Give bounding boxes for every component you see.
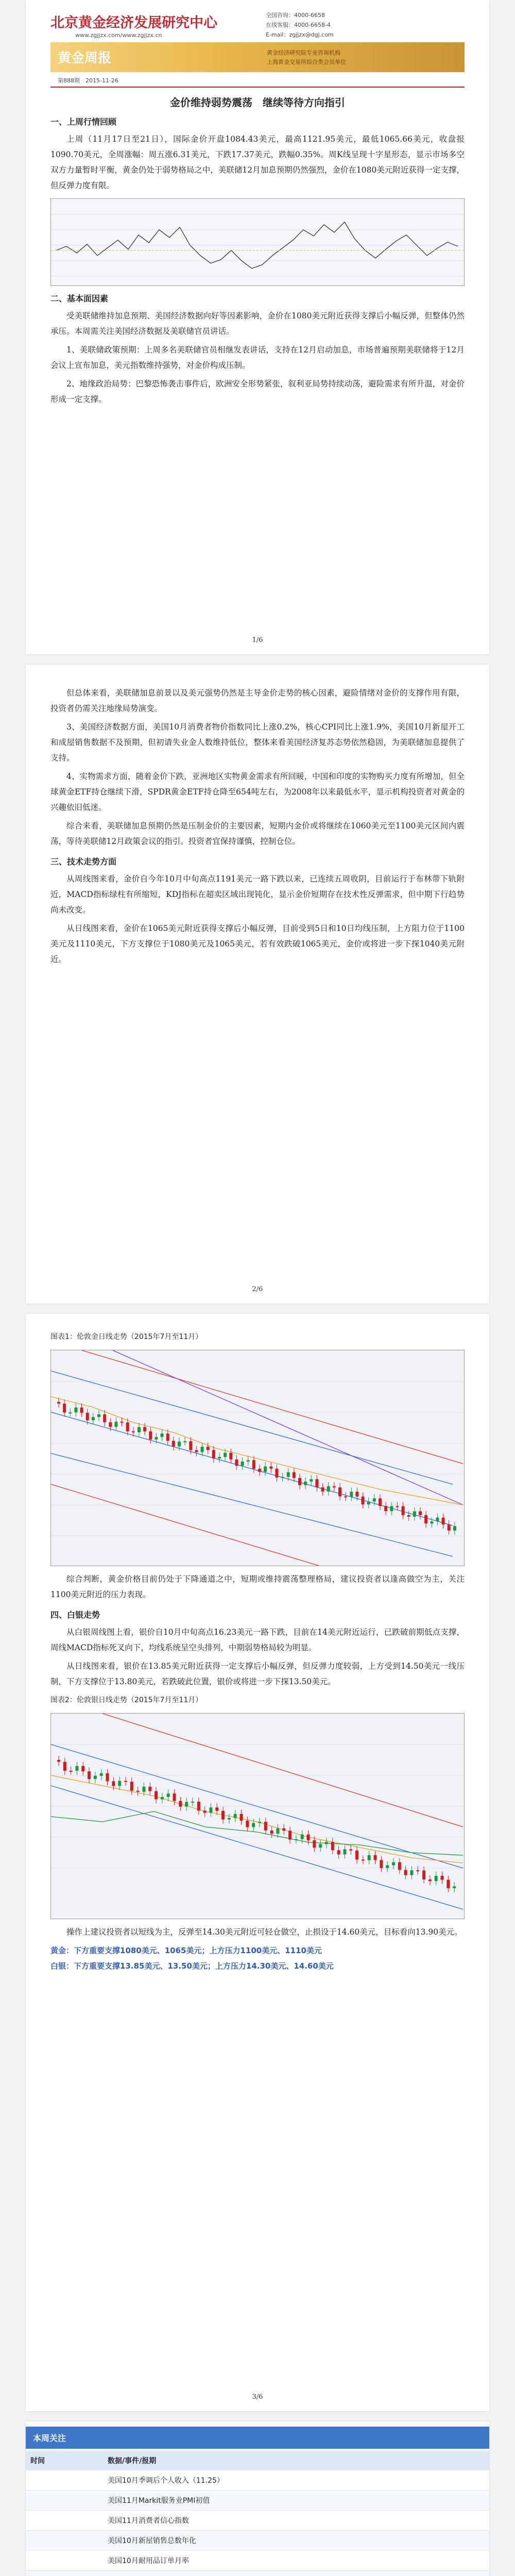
candle-body (63, 1403, 66, 1412)
page-number: 2/6 (252, 1285, 263, 1293)
candle-body (97, 1414, 100, 1417)
candle-body (453, 1886, 456, 1888)
calendar-time (26, 2571, 103, 2576)
gold-daily-chart-svg (51, 1350, 464, 1566)
candle-body (310, 1479, 313, 1481)
candle-body (172, 1441, 175, 1447)
calendar-time (26, 2470, 103, 2490)
candle-body (70, 1771, 73, 1772)
weekly-gold-chart (50, 198, 465, 286)
col-time: 时间 (30, 2457, 45, 2465)
candle-body (258, 1822, 261, 1823)
candle-body (288, 1831, 291, 1839)
candle-body (319, 1844, 322, 1848)
candle-body (57, 1760, 60, 1762)
candle-body (183, 1441, 186, 1442)
candle-body (92, 1417, 95, 1420)
candle-body (57, 1402, 60, 1403)
silver-daily-chart (50, 1713, 465, 1919)
gold-reference-levels: 黄金：下方重要支撑1080美元、1065美元；上方压力1100美元、1110美元 (50, 1946, 322, 1955)
paragraph: 上周（11月17日至21日），国际金价开盘1084.43美元，最高1121.95美元，最低1065.66美元，收盘报1090.70美元，全周涨幅：周五涨6.31美元，下跌17.37美元，跌幅0.35%。周K线呈现十字星形态，显示市场多空双方力量暂时平衡，黄金仍处于弱势格局之中，美联储12月加息预期仍然强烈，金价在1080美元附近获得一定支撑，但反弹力度有限。 (50, 134, 465, 190)
calendar-time (26, 2511, 103, 2531)
candle-body (384, 1506, 387, 1511)
candle-body (209, 1807, 212, 1812)
candle-body (264, 1822, 267, 1831)
page-number: 1/6 (252, 636, 263, 644)
candle-body (331, 1842, 334, 1850)
candle-body (407, 1515, 410, 1517)
candle-body (81, 1766, 84, 1772)
paragraph: 从日线图来看，金价在1065美元附近获得支撑后小幅反弹，目前受到5日和10日均线压制，上方阻力位于1100美元及1110美元，下方支撑位于1080美元及1065美元，若有效跌破1065美元，金价或将进一步下探1040美元附近。 (50, 924, 465, 964)
candle-body (436, 1518, 439, 1522)
journal-name: 黄金周报 (58, 50, 112, 66)
contact-line: 全国咨询：4000-6658 (266, 12, 325, 19)
candle-body (435, 1876, 438, 1881)
candle-body (218, 1457, 221, 1459)
candle-body (448, 1524, 451, 1531)
candle-body (386, 1865, 389, 1868)
issue-info: 第888期 2015-11-26 (58, 77, 118, 84)
candle-body (424, 1515, 427, 1523)
candle-body (179, 1801, 182, 1807)
calendar-event: 美国11月消费者信心指数 (103, 2511, 489, 2531)
candle-body (295, 1839, 298, 1840)
calendar-row (26, 2531, 489, 2551)
candle-body (86, 1413, 89, 1420)
paragraph: 综合来看，美联储加息预期仍然是压制金价的主要因素，短期内金价或将继续在1060美元至1100美元区间内震荡，等待美联储12月政策会议的指引。投资者宜保持谨慎，控制仓位。 (50, 821, 465, 846)
candle-body (344, 1496, 347, 1497)
candle-body (138, 1427, 141, 1432)
calendar-rows (26, 2470, 489, 2576)
page-4 (26, 2421, 489, 2576)
candle-body (106, 1773, 109, 1782)
paragraph: 受美联储维持加息预期、美国经济数据向好等因素影响，金价在1080美元附近获得支撑后小幅反弹，但整体仍然承压。本周需关注美国经济数据及美联储官员讲话。 (50, 311, 465, 336)
candle-body (161, 1797, 164, 1800)
slogan (267, 48, 346, 67)
calendar-row (26, 2551, 489, 2571)
candle-body (148, 1787, 151, 1791)
paragraph: 从白银周线图上看，银价自10月中旬高点16.23美元一路下跌，目前在14美元附近运行，已跌破前期低点支撑，周线MACD指标死叉向下，均线系统呈空头排列，中期弱势格局较为明显。 (50, 1628, 465, 1652)
candle-body (149, 1431, 152, 1439)
candle-body (118, 1781, 121, 1786)
candle-body (234, 1814, 237, 1818)
section-heading: 一、上周行情回顾 (50, 117, 117, 127)
candle-body (269, 1466, 272, 1468)
candle-body (197, 1802, 200, 1810)
candle-body (367, 1501, 370, 1504)
calendar-event: 美国11月Markit服务业PMI初值 (103, 2490, 489, 2511)
calendar-time (26, 2490, 103, 2511)
candle-body (315, 1479, 318, 1487)
candle-body (246, 1821, 249, 1827)
candle-body (136, 1791, 140, 1792)
calendar-title: 本周关注 (26, 2427, 489, 2449)
candle-body (419, 1511, 422, 1515)
candle-body (252, 1460, 255, 1469)
candle-body (80, 1408, 83, 1413)
candle-body (191, 1802, 194, 1803)
candle-body (126, 1422, 129, 1431)
paragraph: 3、美国经济数据方面，美国10月消费者物价指数同比上涨0.2%，核心CPI同比上涨1.9%，美国10月新屋开工和成屋销售数据不及预期，但初请失业金人数维持低位，整体来看美国经济复苏态势依然稳固，为美联储加息提供了支持。 (50, 722, 465, 762)
weekly-gold-chart-svg (51, 199, 464, 285)
candle-body (185, 1802, 188, 1807)
paragraph: 综合判断，黄金价格目前仍处于下降通道之中，短期或维持震荡整理格局，建议投资者以逢高做空为主，关注1100美元附近的压力表现。 (50, 1574, 465, 1599)
calendar-row (26, 2511, 489, 2531)
candle-body (307, 1835, 310, 1840)
page-3 (26, 1314, 489, 2411)
calendar-row (26, 2571, 489, 2576)
candle-body (413, 1511, 416, 1516)
slogan-line: 黄金经济研究院专业咨询机构 (267, 49, 340, 56)
page-2 (26, 665, 489, 1303)
candle-body (441, 1876, 444, 1880)
candle-body (430, 1521, 433, 1523)
candle-body (207, 1447, 210, 1450)
candle-body (130, 1782, 133, 1791)
slogan-line: 上海黄金交易所综合类会员单位 (267, 59, 346, 65)
candle-body (350, 1492, 353, 1497)
silver-reference-levels: 白银：下方重要支撑13.85美元、13.50美元；上方压力14.30美元、14.60美元 (50, 1961, 334, 1971)
candle-body (287, 1472, 290, 1477)
candle-body (100, 1773, 103, 1776)
candle-body (270, 1831, 273, 1834)
contact-block (266, 10, 334, 40)
candle-body (235, 1460, 238, 1466)
org-name: 北京黄金经济发展研究中心 (50, 15, 217, 31)
candle-body (355, 1492, 358, 1496)
paragraph: 操作上建议投资者以短线为主，反弹至14.30美元附近可轻仓做空，止损设于14.60美元，目标看向13.90美元。 (66, 1927, 462, 1937)
candle-body (374, 1855, 377, 1860)
candle-body (103, 1414, 106, 1422)
candle-body (240, 1814, 243, 1821)
candle-body (154, 1437, 158, 1439)
candle-body (112, 1781, 115, 1786)
candle-body (390, 1506, 393, 1511)
candle-body (201, 1447, 204, 1452)
candle-body (88, 1771, 91, 1779)
gold-band (50, 42, 465, 72)
candle-body (264, 1466, 267, 1472)
silver-daily-chart-svg (51, 1714, 464, 1919)
calendar-time (26, 2551, 103, 2571)
candle-body (368, 1855, 371, 1860)
calendar-event (103, 2571, 489, 2576)
candle-body (404, 1870, 407, 1875)
candle-body (94, 1776, 97, 1779)
candle-body (422, 1871, 425, 1880)
candle-body (74, 1408, 77, 1413)
candle-body (343, 1849, 346, 1854)
candle-body (402, 1506, 405, 1515)
candle-body (392, 1862, 395, 1865)
candle-body (282, 1828, 285, 1831)
candle-body (241, 1462, 244, 1466)
candle-body (416, 1870, 419, 1871)
col-event: 数据/事件/报期 (108, 2457, 157, 2465)
candle-body (173, 1793, 176, 1801)
candle-body (313, 1840, 316, 1848)
candle-body (178, 1442, 181, 1446)
report-header (26, 0, 489, 90)
candle-body (410, 1870, 413, 1875)
candle-body (143, 1427, 146, 1431)
candle-body (132, 1431, 135, 1432)
gold-daily-chart (50, 1350, 465, 1566)
candle-body (114, 1422, 117, 1427)
paragraph: 4、实物需求方面，随着金价下跌，亚洲地区实物黄金需求有所回暖，中国和印度的实物购买力度有所增加，但全球黄金ETF持仓继续下滑，SPDR黄金ETF持仓降至654吨左右，为2008年以来最低水平，显示机构投资者对黄金的兴趣依旧低迷。 (50, 772, 465, 812)
calendar-row (26, 2490, 489, 2511)
candle-body (398, 1862, 401, 1870)
candle-body (167, 1793, 170, 1797)
candle-body (337, 1850, 340, 1854)
candle-body (203, 1810, 207, 1812)
candle-body (276, 1828, 279, 1834)
candle-body (166, 1433, 169, 1440)
candle-body (75, 1766, 78, 1771)
candle-body (121, 1422, 124, 1423)
candle-body (195, 1450, 198, 1452)
candle-body (212, 1450, 215, 1459)
candle-body (338, 1487, 341, 1496)
candle-body (362, 1859, 365, 1860)
calendar-row (26, 2470, 489, 2490)
candle-body (301, 1835, 304, 1839)
candle-body (281, 1477, 284, 1478)
candle-body (447, 1880, 450, 1888)
candle-body (349, 1849, 352, 1850)
paragraph: 1、美联储政策预期：上周多名美联储官员相继发表讲话，支持在12月启动加息，市场普遍预期美联储将于12月会议上宣布加息，美元指数维持强势，对金价构成压制。 (50, 345, 465, 370)
candle-body (161, 1433, 164, 1437)
candle-body (380, 1860, 383, 1868)
contact-line: 在线客服：4000-6658-4 (266, 22, 331, 28)
calendar-event: 美国10月新屋销售总数年化 (103, 2531, 489, 2551)
candle-body (63, 1762, 66, 1771)
candle-body (228, 1818, 231, 1820)
candle-body (224, 1453, 227, 1457)
candle-body (142, 1787, 145, 1792)
candle-body (252, 1823, 255, 1827)
page-1 (26, 0, 489, 654)
candle-body (453, 1526, 456, 1531)
paragraph: 从日线图来看，银价在13.85美元附近获得一定支撑后小幅反弹，但反弹力度较弱，上方受到14.50美元一线压制，下方支撑位于13.80美元，若跌破此位置，银价或将进一步下探13.50美元。 (50, 1662, 465, 1686)
candle-body (442, 1518, 445, 1524)
calendar-event: 美国10月耐用品订单月率 (103, 2551, 489, 2571)
candle-body (109, 1422, 112, 1427)
section-heading: 二、基本面因素 (50, 294, 109, 303)
section-heading: 四、白银走势 (50, 1610, 100, 1620)
paragraph: 2、地缘政治局势：巴黎恐怖袭击事件后，欧洲安全形势紧张，叙利亚局势持续动荡，避险需求有所升温，对金价形成一定支撑。 (50, 379, 465, 404)
candle-body (68, 1413, 72, 1414)
candle-body (325, 1842, 328, 1844)
candle-body (379, 1498, 382, 1506)
paragraph: 但总体来看，美联储加息前景以及美元强势仍然是主导金价走势的核心因素，避险情绪对金价的支撑作用有限，投资者仍需关注地缘局势演变。 (50, 688, 465, 713)
chart-caption: 图表2：伦敦银日线走势（2015年7月至11月） (50, 1696, 203, 1704)
calendar-time (26, 2531, 103, 2551)
contact-email[interactable]: E-mail：zgjjzx@dgj.com (266, 31, 334, 38)
calendar-table (26, 2451, 489, 2576)
candle-body (321, 1487, 324, 1492)
candle-body (247, 1460, 250, 1462)
candle-body (362, 1497, 365, 1504)
candle-body (124, 1781, 127, 1782)
header-rule (50, 87, 465, 88)
chart-caption: 图表1：伦敦金日线走势（2015年7月至11月） (50, 1333, 203, 1341)
candle-body (428, 1879, 432, 1881)
website[interactable]: www.zgjjzx.com/www.zgjjzx.cn (75, 32, 162, 39)
candle-body (327, 1486, 330, 1492)
candle-body (293, 1472, 296, 1478)
candle-body (373, 1498, 376, 1501)
report-title: 金价维持弱势震荡 继续等待方向指引 (170, 96, 345, 109)
candle-body (298, 1478, 301, 1485)
candle-body (304, 1482, 307, 1485)
candle-body (355, 1851, 358, 1860)
candle-body (333, 1486, 336, 1487)
candle-body (189, 1441, 192, 1450)
candle-body (396, 1506, 399, 1507)
candle-body (154, 1791, 158, 1800)
calendar-event: 美国10月季调后个人收入（11.25） (103, 2470, 489, 2490)
candle-body (275, 1469, 278, 1478)
candle-body (215, 1807, 218, 1811)
section-heading: 三、技术走势方面 (50, 857, 117, 867)
candle-body (258, 1469, 261, 1472)
page-number: 3/6 (252, 2393, 263, 2401)
paragraph: 从周线图来看，金价自今年10月中旬高点1191美元一路下跌以来，已连续五周收阴，目前运行于布林带下轨附近，MACD指标绿柱有所缩短，KDJ指标在超卖区域出现钝化，显示金价短期存在技术性反弹需求，但中期下行趋势尚未改变。 (50, 874, 465, 914)
candle-body (221, 1811, 225, 1820)
candle-body (229, 1453, 232, 1460)
